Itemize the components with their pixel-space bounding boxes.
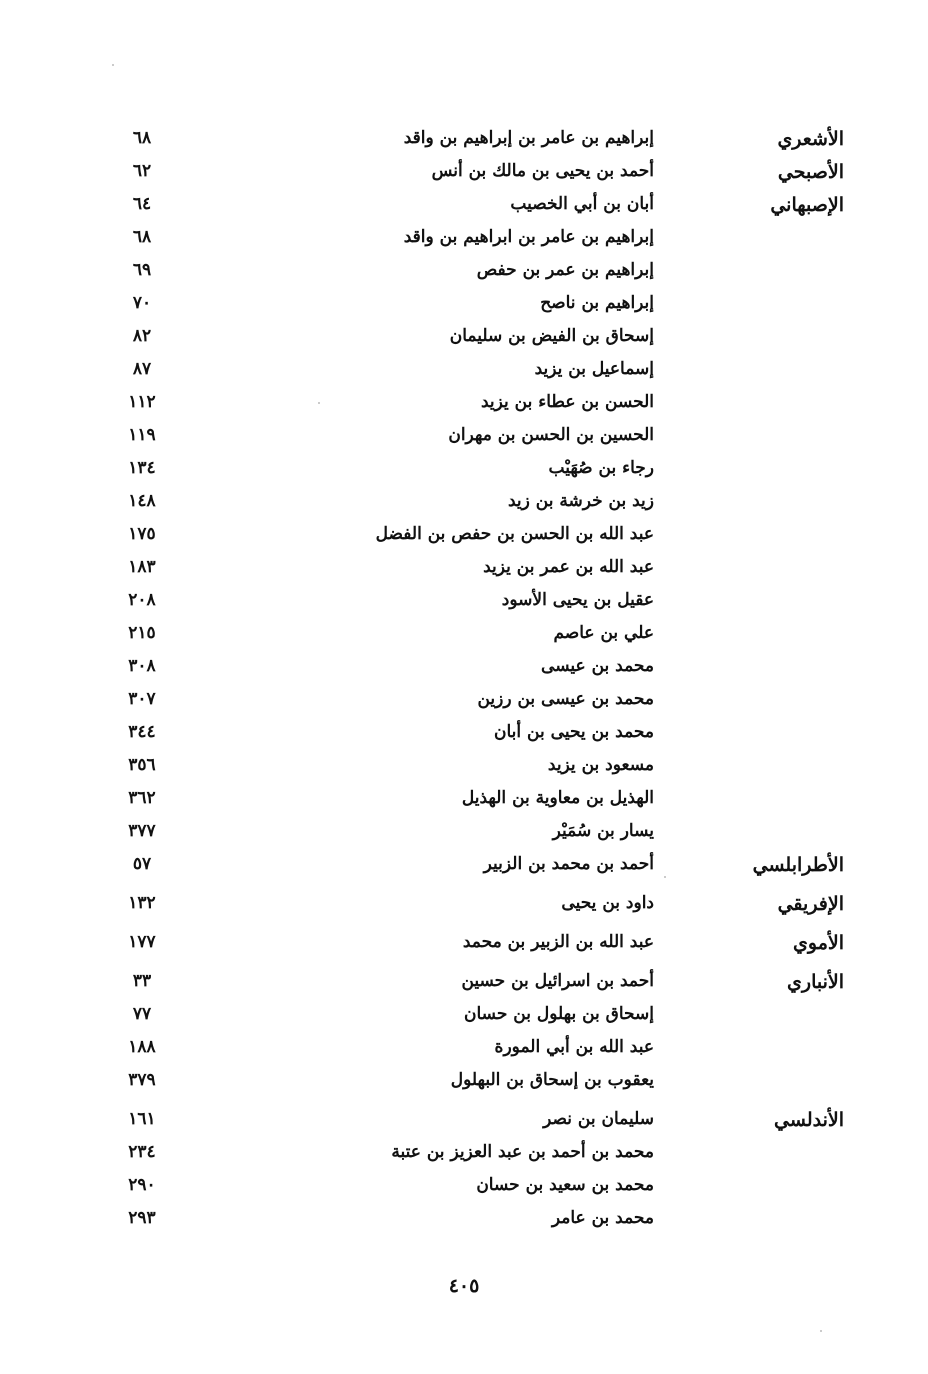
person-name: محمد بن عيسى بن رزين — [477, 689, 654, 709]
person-name: عبد الله بن الحسن بن حفص بن الفضل — [375, 524, 654, 544]
page-reference: ٦٨ — [132, 227, 152, 247]
index-entry — [90, 553, 850, 586]
person-name: عبد الله بن أبي المورة — [494, 1037, 654, 1057]
index-entry — [90, 1000, 850, 1033]
index-entry — [90, 355, 850, 388]
index-entry — [90, 124, 850, 157]
index-entry — [90, 850, 850, 883]
index-entry — [90, 751, 850, 784]
page-reference: ١١٢ — [128, 392, 156, 412]
page-reference: ٨٧ — [132, 359, 152, 379]
page-reference: ١٣٤ — [128, 458, 156, 478]
index-entry — [90, 619, 850, 652]
index-entry — [90, 967, 850, 1000]
person-name: رجاء بن صُهَيْب — [548, 458, 654, 478]
person-name: محمد بن سعيد بن حسان — [476, 1175, 654, 1195]
page-reference: ٦٤ — [132, 194, 152, 214]
index-entry — [90, 520, 850, 553]
name-index-list — [90, 124, 850, 1237]
page-reference: ١٨٣ — [128, 557, 156, 577]
index-entry — [90, 1066, 850, 1099]
person-name: إسماعيل بن يزيد — [534, 359, 654, 379]
person-name: إبراهيم بن ناصح — [540, 293, 654, 313]
page-reference: ٣٤٤ — [128, 722, 156, 742]
page-reference: ١١٩ — [128, 425, 156, 445]
person-name: عقيل بن يحيى الأسود — [501, 590, 654, 610]
index-entry — [90, 1171, 850, 1204]
page-reference: ٣٠٨ — [128, 656, 156, 676]
person-name: إبراهيم بن عامر بن إبراهيم بن واقد — [403, 128, 654, 148]
page-reference: ٦٨ — [132, 128, 152, 148]
person-name: زيد بن خرشة بن زيد — [508, 491, 654, 511]
index-entry — [90, 388, 850, 421]
index-entry — [90, 256, 850, 289]
nisba-heading: الأندلسي — [774, 1109, 844, 1131]
index-entry — [90, 784, 850, 817]
page-reference: ١٨٨ — [128, 1037, 156, 1057]
page-reference: ١٣٢ — [128, 893, 156, 913]
person-name: الحسن بن عطاء بن يزيد — [480, 392, 654, 412]
index-entry — [90, 1204, 850, 1237]
nisba-heading: الأموي — [793, 932, 844, 954]
person-name: أحمد بن محمد بن الزبير — [483, 854, 654, 874]
index-entry — [90, 685, 850, 718]
page-reference: ٢٠٨ — [128, 590, 156, 610]
scan-speck — [820, 1330, 822, 1332]
index-entry — [90, 928, 850, 961]
page-number: ٤٠٥ — [448, 1275, 480, 1297]
nisba-heading: الأطرابلسي — [752, 854, 844, 876]
person-name: يسار بن سُمَيْر — [552, 821, 654, 841]
page-reference: ٣٦٢ — [128, 788, 156, 808]
index-entry — [90, 454, 850, 487]
page-reference: ٢٣٤ — [128, 1142, 156, 1162]
index-entry — [90, 157, 850, 190]
person-name: إسحاق بن الفيض بن سليمان — [449, 326, 654, 346]
page-reference: ٨٢ — [132, 326, 152, 346]
person-name: داود بن يحيى — [561, 893, 654, 913]
page-reference: ٣٣ — [132, 971, 152, 991]
index-entry — [90, 487, 850, 520]
page-reference: ٦٩ — [132, 260, 152, 280]
index-entry — [90, 1105, 850, 1138]
person-name: أحمد بن اسرائيل بن حسين — [461, 971, 654, 991]
page-reference: ٣٧٩ — [128, 1070, 156, 1090]
nisba-heading: الأشعري — [777, 128, 844, 150]
person-name: أحمد بن يحيى بن مالك بن أنس — [431, 161, 654, 181]
page-reference: ٢٩٣ — [128, 1208, 156, 1228]
person-name: الحسين بن الحسن بن مهران — [448, 425, 654, 445]
scan-speck — [112, 64, 114, 66]
index-entry — [90, 889, 850, 922]
nisba-heading: الإصبهاني — [770, 194, 844, 216]
person-name: يعقوب بن إسحاق بن البهلول — [450, 1070, 654, 1090]
index-entry — [90, 586, 850, 619]
index-entry — [90, 421, 850, 454]
person-name: إسحاق بن بهلول بن حسان — [464, 1004, 654, 1024]
index-entry — [90, 1033, 850, 1066]
nisba-heading: الأصبحي — [777, 161, 844, 183]
page-reference: ١٧٥ — [128, 524, 156, 544]
person-name: إبراهيم بن عامر بن ابراهيم بن واقد — [403, 227, 654, 247]
person-name: علي بن عاصم — [553, 623, 654, 643]
index-entry — [90, 289, 850, 322]
page-reference: ٣٠٧ — [128, 689, 156, 709]
page-reference: ٦٢ — [132, 161, 152, 181]
index-entry — [90, 652, 850, 685]
person-name: محمد بن عامر — [551, 1208, 654, 1228]
person-name: إبراهيم بن عمر بن حفص — [476, 260, 654, 280]
person-name: أبان بن أبي الخصيب — [510, 194, 654, 214]
index-entry — [90, 322, 850, 355]
person-name: الهذيل بن معاوية بن الهذيل — [461, 788, 654, 808]
page-reference: ١٤٨ — [128, 491, 156, 511]
person-name: عبد الله بن الزبير بن محمد — [462, 932, 654, 952]
person-name: سليمان بن نصر — [543, 1109, 654, 1129]
index-entry — [90, 718, 850, 751]
nisba-heading: الأنباري — [787, 971, 844, 993]
page-reference: ٢١٥ — [128, 623, 156, 643]
person-name: محمد بن عيسى — [541, 656, 654, 676]
person-name: مسعود بن يزيد — [547, 755, 654, 775]
page-reference: ٧٧ — [132, 1004, 152, 1024]
page-reference: ١٦١ — [128, 1109, 156, 1129]
page-reference: ٣٧٧ — [128, 821, 156, 841]
person-name: محمد بن أحمد بن عبد العزيز بن عتبة — [391, 1142, 654, 1162]
page-reference: ٥٧ — [132, 854, 152, 874]
page-reference: ١٧٧ — [128, 932, 156, 952]
page-reference: ٢٩٠ — [128, 1175, 156, 1195]
nisba-heading: الإفريقي — [777, 893, 844, 915]
index-entry — [90, 1138, 850, 1171]
page-reference: ٣٥٦ — [128, 755, 156, 775]
person-name: عبد الله بن عمر بن يزيد — [483, 557, 654, 577]
page-reference: ٧٠ — [132, 293, 152, 313]
index-entry — [90, 190, 850, 223]
person-name: محمد بن يحيى بن أبان — [494, 722, 654, 742]
index-entry — [90, 817, 850, 850]
index-entry — [90, 223, 850, 256]
